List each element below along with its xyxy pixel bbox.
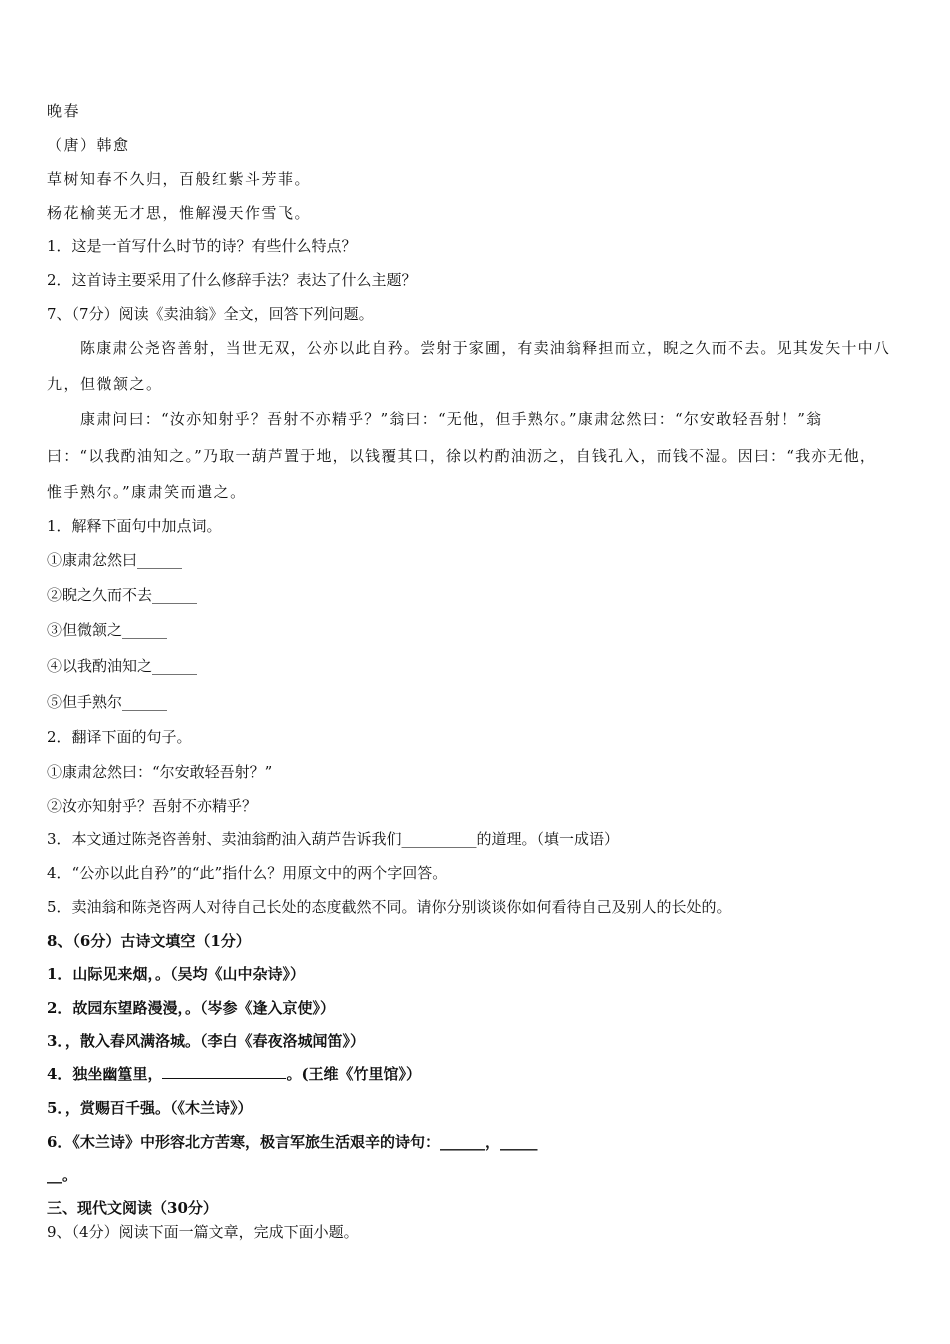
q7-para1-a: 陈康肃公尧咨善射，当世无双，公亦以此自矜。尝射于家圃，有卖油翁释担而立，睨之久而不去。见其发矢十中八: [80, 339, 891, 357]
q8-sub6-a: 6．《木兰诗》中形容北方苦寒，极言军旅生活艰辛的诗句：______，_____: [47, 1133, 538, 1151]
q8-sub2: 2．故园东望路漫漫，。（岑参《逢入京使》）: [47, 999, 335, 1017]
q7-heading: 7、（7分）阅读《卖油翁》全文，回答下列问题。: [47, 305, 374, 323]
q7-item2: ②睨之久而不去______: [47, 586, 198, 604]
poem-line-1: 草树知春不久归，百般红紫斗芳菲。: [47, 170, 312, 188]
q8-sub5: 5．，赏赐百千强。（《木兰诗》）: [47, 1099, 253, 1117]
q7-item4: ④以我酌油知之______: [47, 657, 198, 675]
q7-item3: ③但微颔之______: [47, 621, 168, 639]
q7-item1: ①康肃忿然曰______: [47, 551, 183, 569]
q9-heading: 9、（4分）阅读下面一篇文章，完成下面小题。: [47, 1223, 359, 1241]
poem-line-2: 杨花榆荚无才思，惟解漫天作雪飞。: [47, 204, 312, 222]
q7-para1-b: 九，但微颔之。: [47, 375, 163, 393]
q7-sub2: 2．翻译下面的句子。: [47, 728, 192, 746]
q7-sub4: 4．“公亦以此自矜”的“此”指什么？用原文中的两个字回答。: [47, 864, 448, 882]
q6-sub2: 2．这首诗主要采用了什么修辞手法？表达了什么主题？: [47, 271, 417, 289]
q7-sub5: 5．卖油翁和陈尧咨两人对待自己长处的态度截然不同。请你分别谈谈你如何看待自己及别人的长处的。: [47, 898, 732, 916]
poem-author: （唐）韩愈: [47, 136, 130, 154]
q8-sub1: 1．山际见来烟，。（吴均《山中杂诗》）: [47, 965, 305, 983]
answer-blank: [162, 1064, 286, 1079]
q7-sub1: 1．解释下面句中加点词。: [47, 517, 222, 535]
q8-sub4-suffix: 。(王维《竹里馆》）: [286, 1065, 422, 1083]
q6-sub1: 1．这是一首写什么时节的诗？有些什么特点？: [47, 237, 357, 255]
q7-para2-a: 康肃问曰：“汝亦知射乎？吾射不亦精乎？”翁曰：“无他，但手熟尔。”康肃忿然曰：“尔安敢轻吾射！”翁: [80, 410, 823, 428]
q8-sub4-prefix: 4．独坐幽篁里，: [47, 1065, 163, 1083]
q8-sub4: [47, 1064, 910, 1084]
q8-sub3: 3．，散入春风满洛城。（李白《春夜洛城闻笛》）: [47, 1032, 365, 1050]
q8-sub6-b: __。: [47, 1166, 78, 1184]
q7-trans1: ①康肃忿然曰：“尔安敢轻吾射？”: [47, 763, 273, 781]
section3-heading: 三、现代文阅读（30分）: [47, 1199, 218, 1217]
q7-sub3: 3．本文通过陈尧咨善射、卖油翁酌油入葫芦告诉我们__________的道理。（填一成语）: [47, 830, 620, 848]
q7-item5: ⑤但手熟尔______: [47, 693, 168, 711]
q7-para2-b: 曰：“以我酌油知之。”乃取一葫芦置于地，以钱覆其口，徐以杓酌油沥之，自钱孔入，而钱不湿。因曰：“我亦无他，: [47, 447, 877, 465]
q7-para2-c: 惟手熟尔。”康肃笑而遣之。: [47, 483, 247, 501]
q7-trans2: ②汝亦知射乎？吾射不亦精乎？: [47, 797, 258, 815]
poem-title: 晚春: [47, 102, 81, 120]
q8-heading: 8、（6分）古诗文填空（1分）: [47, 932, 251, 950]
